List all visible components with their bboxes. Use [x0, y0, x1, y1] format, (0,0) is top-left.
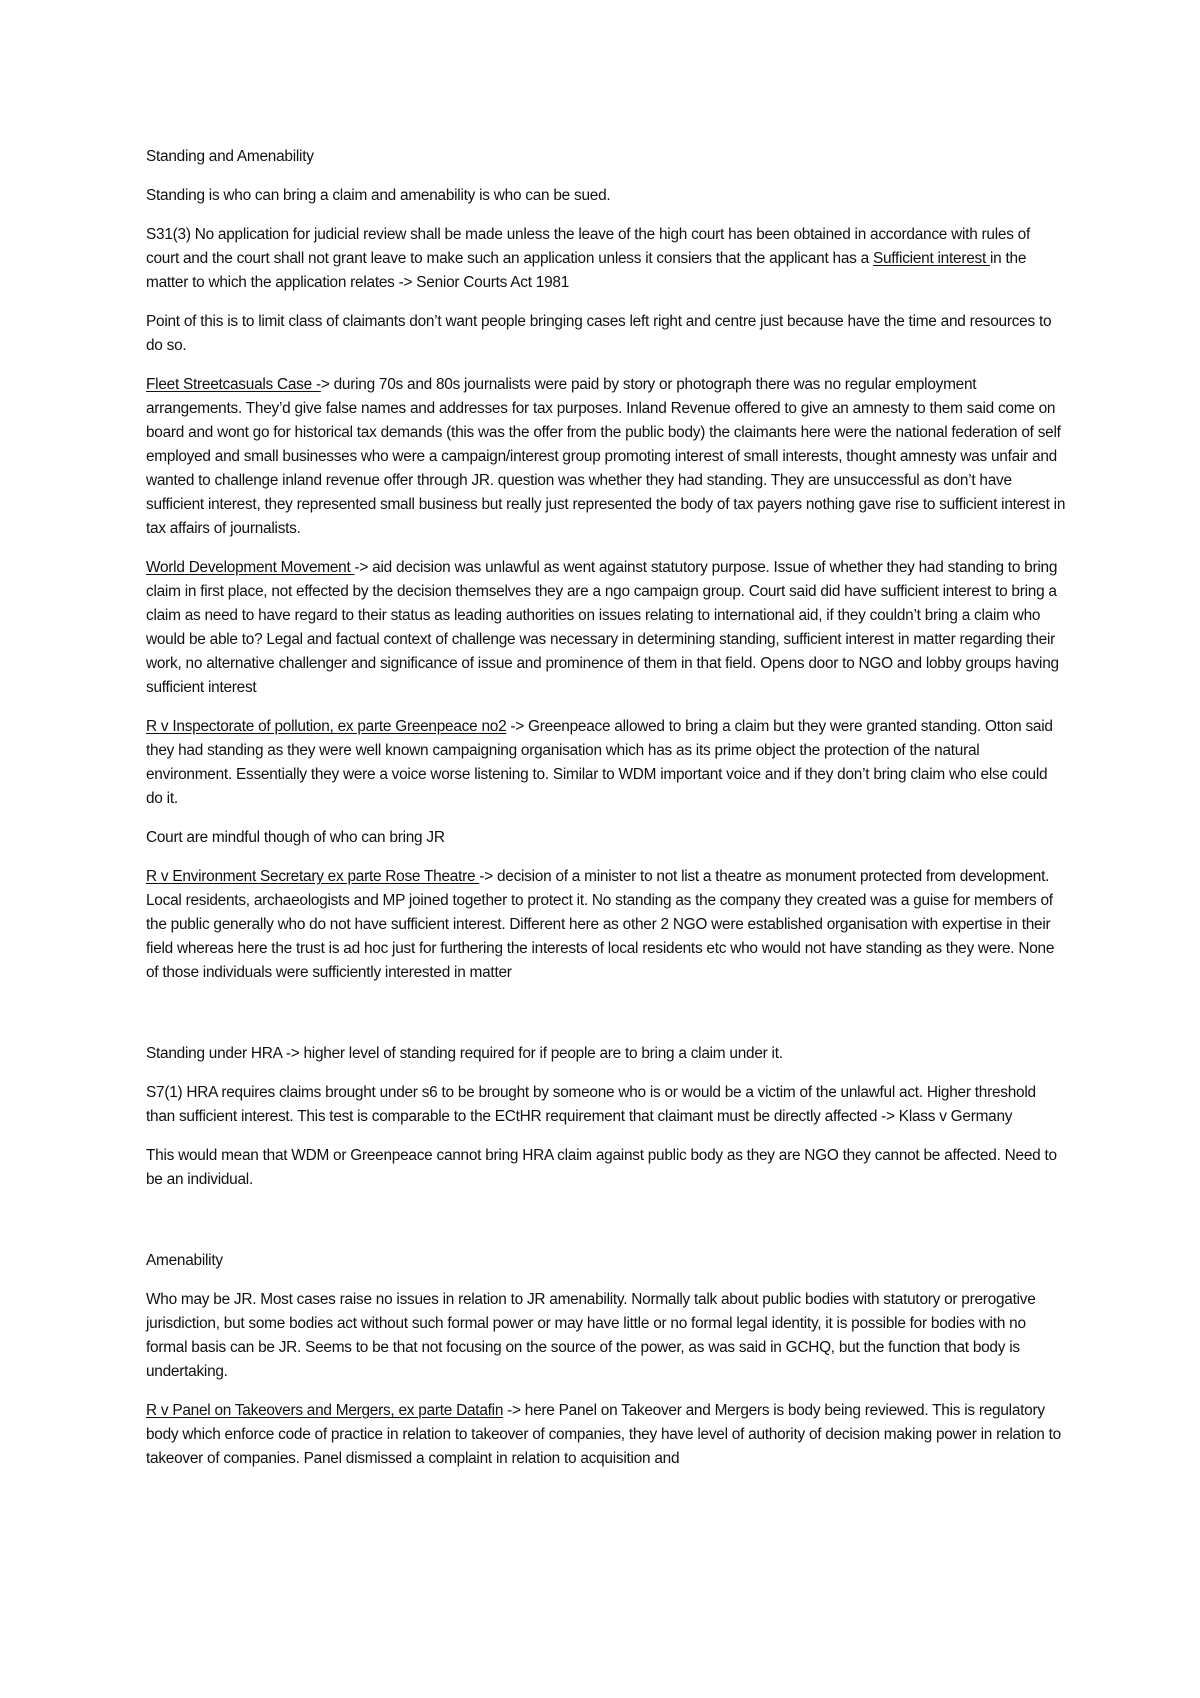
case-name-rose-theatre: R v Environment Secretary ex parte Rose Theatre: [146, 868, 480, 885]
document-title: Standing and Amenability: [146, 148, 314, 165]
paragraph-hra-standing: Standing under HRA -> higher level of standing required for if people are to bring a claim under it.: [146, 1045, 783, 1062]
paragraph-rose-theatre: [146, 865, 1066, 985]
paragraph-amenability: Who may be JR. Most cases raise no issues in relation to JR amenability. Normally talk about public bodies with statutory or prerogative jurisdiction, but some bodies act without such formal power or may have little or no formal legal identity, it is possible for bodies with no formal basis can be JR. Seems to be that not focusing on the source of the power, as was said in GCHQ, but the function that body is undertaking.: [146, 1291, 1036, 1380]
paragraph-wdm-greenpeace-hra: This would mean that WDM or Greenpeace cannot bring HRA claim against public body as they are NGO they cannot be affected. Need to be an individual.: [146, 1147, 1057, 1188]
rose-theatre-text: -> decision of a minister to not list a theatre as monument protected from development. Local residents, archaeologists and MP joined together to protect it. No standing as the company they created was a guise for members of the public generally who do not have sufficient interest. Different here as other 2 NGO were established organisation with expertise in their field whereas here the trust is ad hoc just for furthering the interests of local residents etc who would not have standing as they were. None of those individuals were sufficiently interested in matter: [146, 868, 1055, 981]
section-spacer: [146, 1000, 1066, 1042]
case-name-greenpeace: R v Inspectorate of pollution, ex parte Greenpeace no2: [146, 718, 507, 735]
sufficient-interest-term: Sufficient interest: [872, 250, 991, 267]
paragraph-s31: [146, 223, 1066, 295]
s31-text-start: S31(3) No application for judicial review shall be made unless the leave of the high court has been obtained in accordance with rules of court and the court shall not grant leave to make such an application unless it consiers that the applicant has a: [146, 226, 1030, 267]
paragraph-datafin: [146, 1399, 1066, 1471]
paragraph-s7: S7(1) HRA requires claims brought under s6 to be brought by someone who is or would be a victim of the unlawful act. Higher threshold than sufficient interest. This test is comparable to the ECtHR requirement that claimant must be directly affected -> Klass v Germany: [146, 1084, 1036, 1125]
paragraph-purpose: Point of this is to limit class of claimants don’t want people bringing cases left right and centre just because have the time and resources to do so.: [146, 313, 1052, 354]
s31-text-end: in the matter to which the application relates -> Senior Courts Act 1981: [146, 250, 1027, 291]
paragraph-greenpeace: [146, 715, 1066, 811]
greenpeace-text: -> Greenpeace allowed to bring a claim but they were granted standing. Otton said they had standing as they were well known campaigning organisation which has as its prime object the protection of the natural environment. Essentially they were a voice worse listening to. Similar to WDM important voice and if they don’t bring claim who else could do it.: [146, 718, 1053, 807]
fleet-street-text: > during 70s and 80s journalists were paid by story or photograph there was no regular employment arrangements. They’d give false names and addresses for tax purposes. Inland Revenue offered to give an amnesty to them said come on board and wont go for historical tax demands (this was the offer from the public body) the claimants here were the national federation of self employed and small businesses who were a campaign/interest group promoting interest of small interests, thought amnesty was unfair and wanted to challenge inland revenue offer through JR. question was whether they had standing. They are unsuccessful as don’t have sufficient interest, they represented small business but really just represented the body of tax payers nothing gave rise to sufficient interest in tax affairs of journalists.: [146, 376, 1066, 537]
paragraph-wdm: [146, 556, 1066, 700]
case-name-fleet-street: Fleet Streetcasuals Case -: [146, 376, 321, 393]
document-page: [146, 145, 1066, 1486]
paragraph-fleet-street: [146, 373, 1066, 541]
case-name-wdm: World Development Movement: [146, 559, 355, 576]
paragraph-standing-definition: Standing is who can bring a claim and amenability is who can be sued.: [146, 187, 611, 204]
heading-amenability: Amenability: [146, 1252, 223, 1269]
section-spacer: [146, 1207, 1066, 1249]
case-name-datafin: R v Panel on Takeovers and Mergers, ex parte Datafin: [146, 1402, 504, 1419]
datafin-text: -> here Panel on Takeover and Mergers is body being reviewed. This is regulatory body which enforce code of practice in relation to takeover of companies, they have level of authority of decision making power in relation to takeover of companies. Panel dismissed a complaint in relation to acquisition and: [146, 1402, 1061, 1467]
wdm-text: -> aid decision was unlawful as went against statutory purpose. Issue of whether they had standing to bring claim in first place, not effected by the decision themselves they are a ngo campaign group. Court said did have sufficient interest to bring a claim as need to have regard to their status as leading authorities on issues relating to international aid, if they couldn’t bring a claim who would be able to? Legal and factual context of challenge was necessary in determining standing, sufficient interest in matter regarding their work, no alternative challenger and significance of issue and prominence of them in that field. Opens door to NGO and lobby groups having sufficient interest: [146, 559, 1059, 696]
paragraph-court-mindful: Court are mindful though of who can bring JR: [146, 829, 445, 846]
